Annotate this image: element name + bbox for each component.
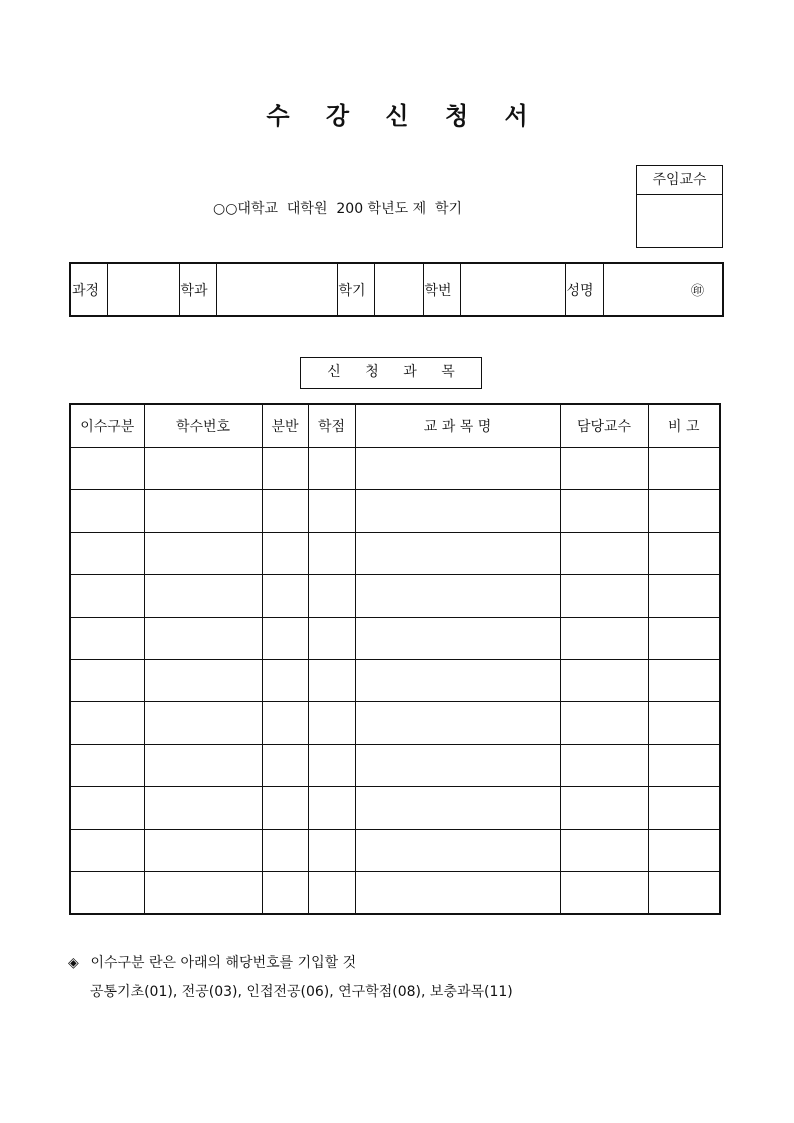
header-category: 이수구분	[70, 404, 144, 448]
table-cell[interactable]	[144, 871, 262, 914]
table-cell[interactable]	[648, 448, 720, 490]
table-cell[interactable]	[70, 490, 144, 532]
table-cell[interactable]	[262, 829, 308, 871]
student-id-label: 학번	[423, 263, 460, 316]
approval-box	[636, 165, 723, 248]
dept-field[interactable]	[216, 263, 337, 316]
table-cell[interactable]	[144, 744, 262, 786]
table-cell[interactable]	[355, 829, 560, 871]
table-row	[70, 448, 720, 490]
table-cell[interactable]	[144, 702, 262, 744]
course-label: 과정	[70, 263, 107, 316]
table-header-row	[70, 404, 720, 448]
table-cell[interactable]	[648, 659, 720, 701]
table-cell[interactable]	[560, 575, 648, 617]
table-cell[interactable]	[560, 744, 648, 786]
table-cell[interactable]	[560, 490, 648, 532]
student-id-field[interactable]	[460, 263, 565, 316]
table-cell[interactable]	[560, 532, 648, 574]
table-cell[interactable]	[144, 532, 262, 574]
table-cell[interactable]	[308, 575, 355, 617]
table-cell[interactable]	[70, 448, 144, 490]
table-cell[interactable]	[262, 448, 308, 490]
table-cell[interactable]	[355, 617, 560, 659]
note-text-1: 이수구분 란은 아래의 해당번호를 기입할 것	[90, 955, 357, 971]
table-cell[interactable]	[648, 702, 720, 744]
table-row	[70, 490, 720, 532]
table-row	[70, 617, 720, 659]
table-cell[interactable]	[560, 702, 648, 744]
name-label: 성명	[565, 263, 603, 316]
dept-label: 학과	[179, 263, 216, 316]
table-row	[70, 702, 720, 744]
table-cell[interactable]	[648, 490, 720, 532]
table-row	[70, 659, 720, 701]
table-cell[interactable]	[308, 744, 355, 786]
semester-field[interactable]	[374, 263, 423, 316]
table-cell[interactable]	[560, 829, 648, 871]
table-row	[70, 871, 720, 914]
table-cell[interactable]	[144, 448, 262, 490]
note-line-2: 공통기초(01), 전공(03), 인접전공(06), 연구학점(08), 보충과목(11)	[90, 984, 513, 1000]
table-cell[interactable]	[560, 787, 648, 829]
table-cell[interactable]	[262, 659, 308, 701]
table-row	[70, 744, 720, 786]
table-cell[interactable]	[308, 871, 355, 914]
table-row	[70, 829, 720, 871]
header-course-title: 교 과 목 명	[355, 404, 560, 448]
table-cell[interactable]	[648, 787, 720, 829]
seal-mark: ㊞	[690, 284, 704, 299]
table-cell[interactable]	[308, 702, 355, 744]
table-cell[interactable]	[262, 617, 308, 659]
table-cell[interactable]	[308, 490, 355, 532]
table-row	[70, 575, 720, 617]
table-cell[interactable]	[648, 829, 720, 871]
table-cell[interactable]	[70, 744, 144, 786]
approval-label: 주임교수	[637, 166, 722, 195]
table-cell[interactable]	[308, 448, 355, 490]
table-cell[interactable]	[308, 787, 355, 829]
table-cell[interactable]	[70, 829, 144, 871]
table-cell[interactable]	[355, 787, 560, 829]
table-cell[interactable]	[355, 448, 560, 490]
table-cell[interactable]	[560, 617, 648, 659]
table-cell[interactable]	[144, 829, 262, 871]
header-credits: 학점	[308, 404, 355, 448]
semester-label: 학기	[337, 263, 374, 316]
table-row	[70, 787, 720, 829]
table-cell[interactable]	[70, 617, 144, 659]
table-cell[interactable]	[262, 532, 308, 574]
table-cell[interactable]	[648, 871, 720, 914]
section-label: 신 청 과 목	[300, 357, 482, 389]
name-field[interactable]	[603, 263, 723, 316]
table-cell[interactable]	[308, 659, 355, 701]
table-cell[interactable]	[648, 575, 720, 617]
table-cell[interactable]	[355, 659, 560, 701]
table-cell[interactable]	[70, 575, 144, 617]
header-instructor: 담당교수	[560, 404, 648, 448]
table-cell[interactable]	[355, 575, 560, 617]
header-section: 분반	[262, 404, 308, 448]
table-cell[interactable]	[144, 617, 262, 659]
table-cell[interactable]	[308, 617, 355, 659]
table-cell[interactable]	[262, 871, 308, 914]
table-cell[interactable]	[262, 702, 308, 744]
table-cell[interactable]	[648, 532, 720, 574]
table-cell[interactable]	[70, 871, 144, 914]
note-line-1	[68, 952, 356, 972]
table-cell[interactable]	[308, 532, 355, 574]
table-cell[interactable]	[262, 490, 308, 532]
table-cell[interactable]	[144, 490, 262, 532]
table-cell[interactable]	[262, 787, 308, 829]
table-cell[interactable]	[648, 617, 720, 659]
table-cell[interactable]	[70, 787, 144, 829]
table-cell[interactable]	[560, 871, 648, 914]
table-cell[interactable]	[144, 787, 262, 829]
table-cell[interactable]	[560, 448, 648, 490]
table-cell[interactable]	[355, 871, 560, 914]
diamond-bullet-icon: ◈	[68, 955, 79, 971]
table-cell[interactable]	[648, 744, 720, 786]
course-field[interactable]	[107, 263, 179, 316]
header-remarks: 비 고	[648, 404, 720, 448]
document-title: 수 강 신 청 서	[266, 101, 542, 130]
school-year-line: ○○대학교 대학원 200 학년도 제 학기	[213, 201, 463, 217]
student-info-table	[69, 262, 724, 317]
table-cell[interactable]	[355, 744, 560, 786]
table-row	[70, 532, 720, 574]
table-cell[interactable]	[308, 829, 355, 871]
table-cell[interactable]	[355, 532, 560, 574]
courses-table	[69, 403, 721, 915]
table-cell[interactable]	[560, 659, 648, 701]
table-cell[interactable]	[144, 659, 262, 701]
table-cell[interactable]	[144, 575, 262, 617]
table-cell[interactable]	[70, 532, 144, 574]
table-cell[interactable]	[70, 659, 144, 701]
header-course-number: 학수번호	[144, 404, 262, 448]
table-cell[interactable]	[355, 490, 560, 532]
table-cell[interactable]	[70, 702, 144, 744]
table-cell[interactable]	[262, 744, 308, 786]
approval-sign-area[interactable]	[637, 195, 722, 247]
table-cell[interactable]	[262, 575, 308, 617]
table-cell[interactable]	[355, 702, 560, 744]
